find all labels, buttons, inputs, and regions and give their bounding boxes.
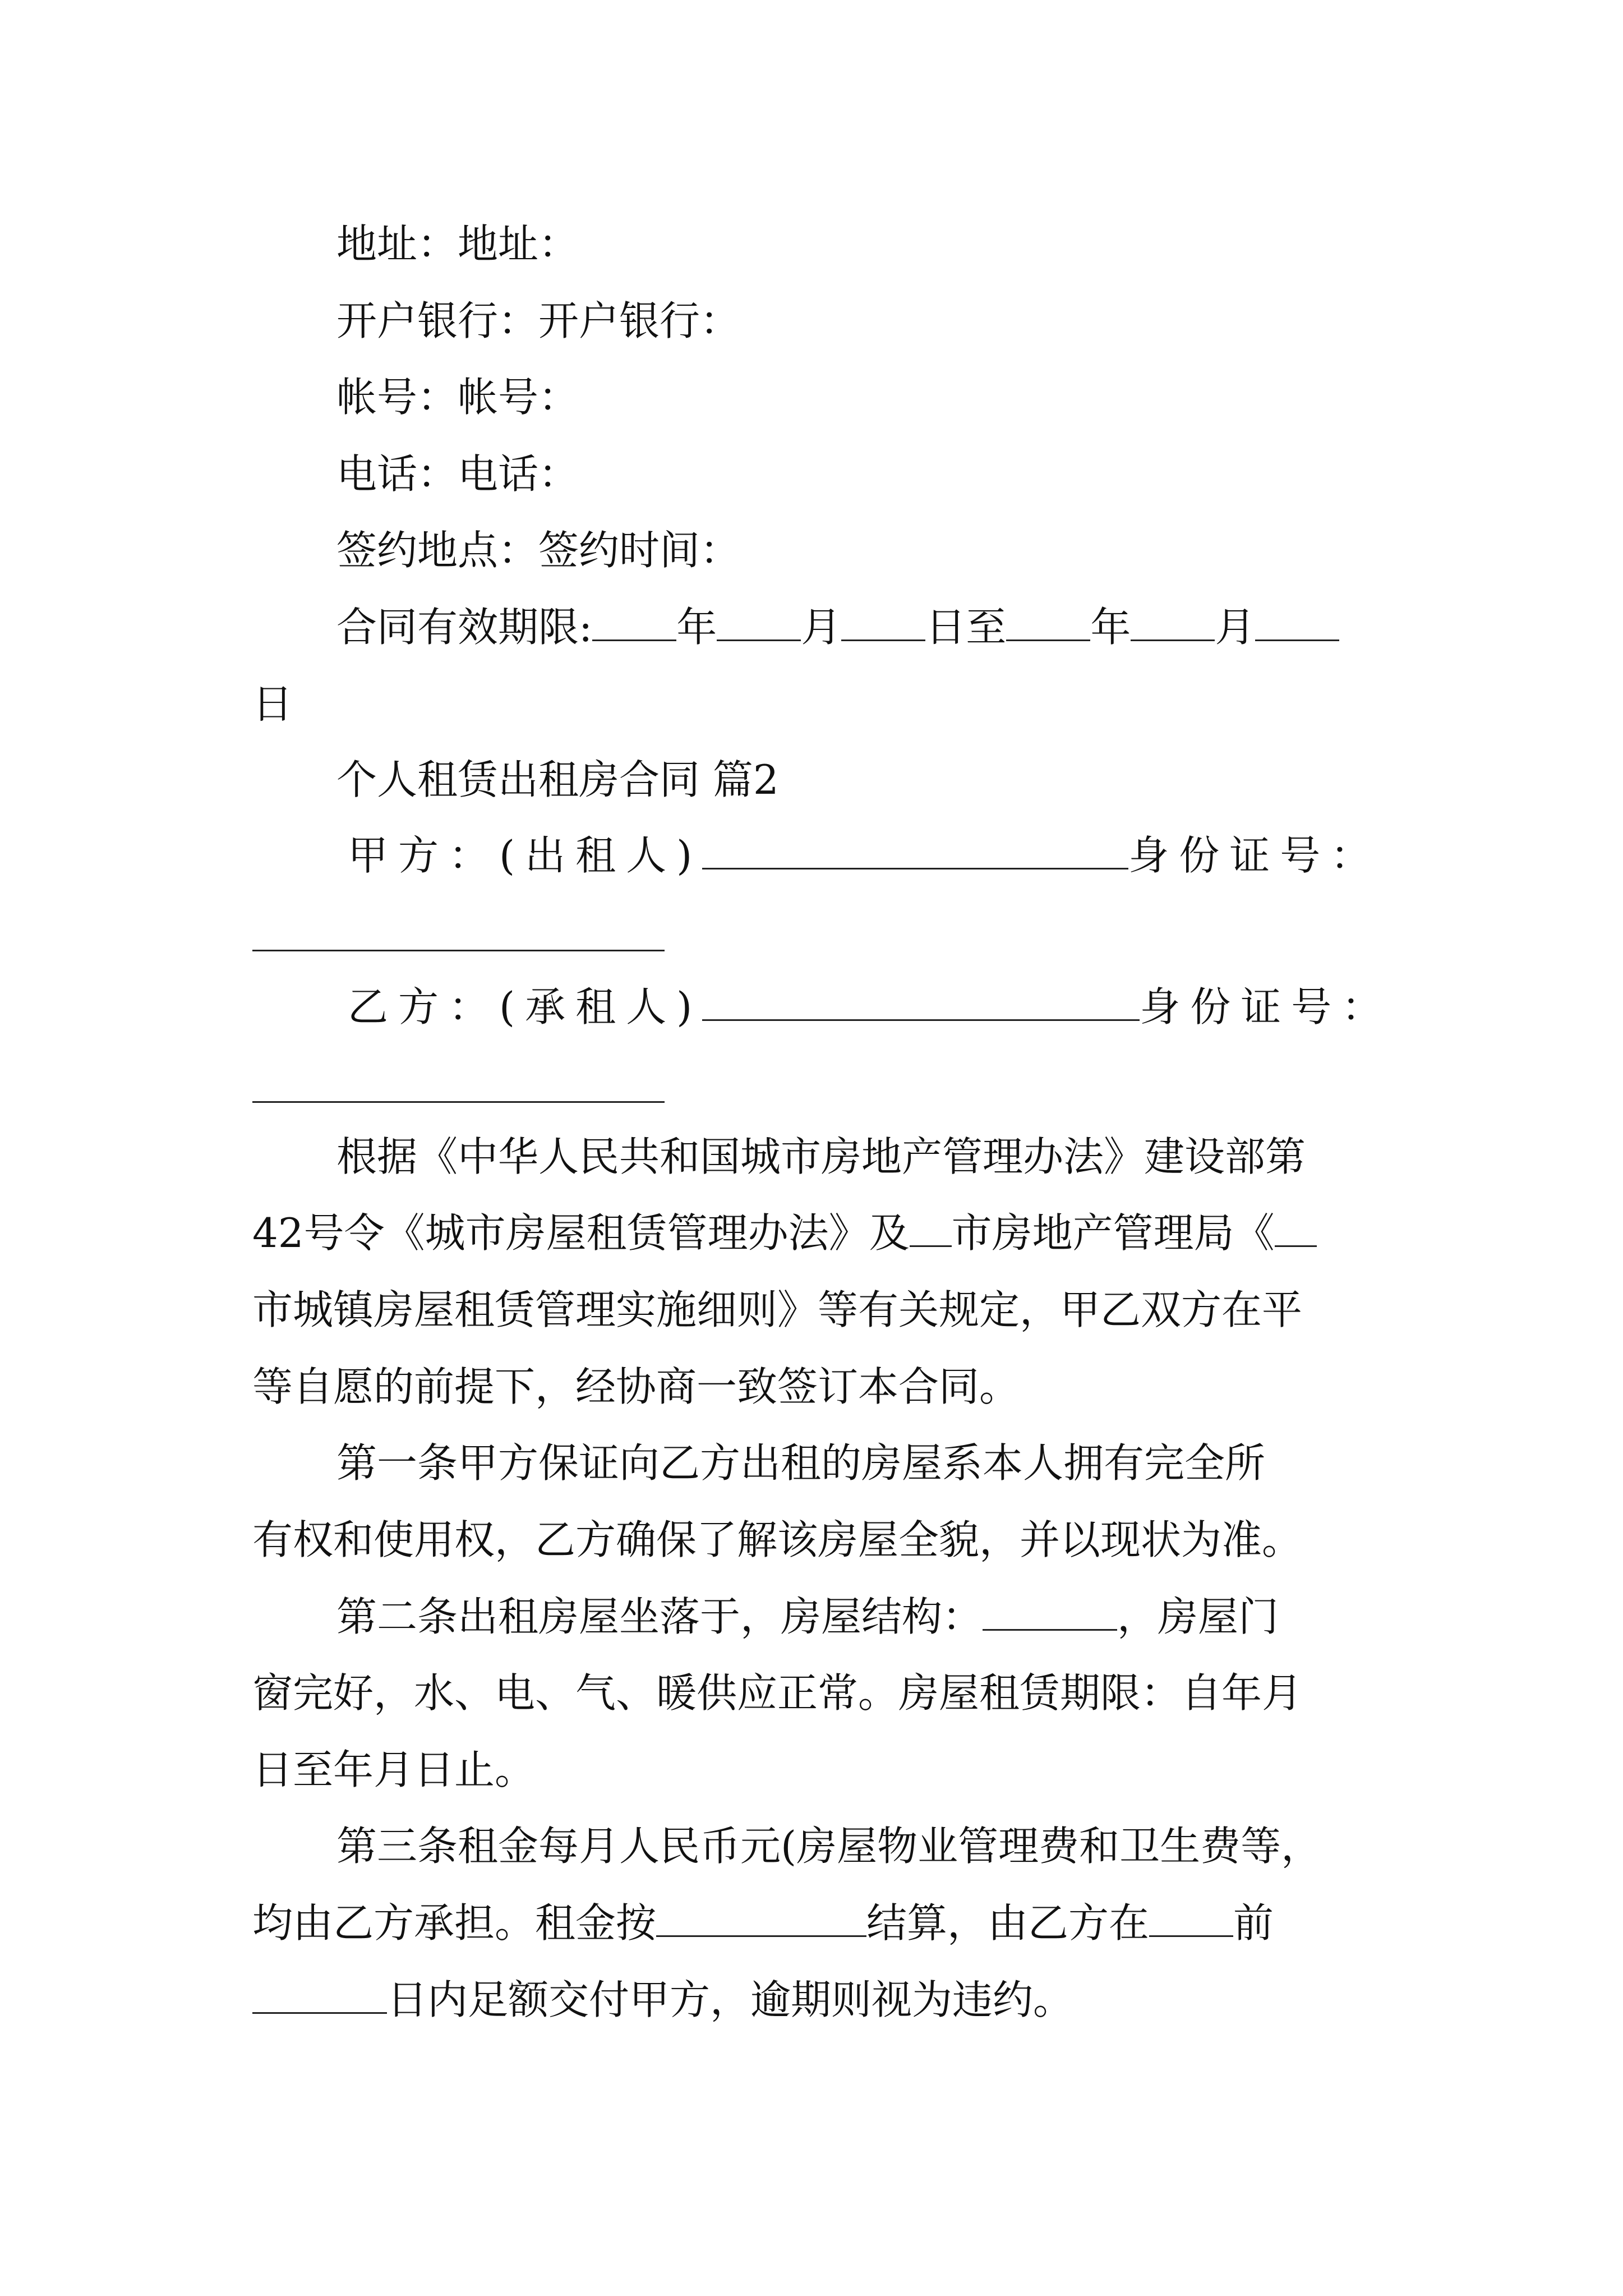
paragraph-line: 窗完好，水、电、气、暖供应正常。房屋租赁期限：自年月 xyxy=(252,1669,1303,1717)
party-b-label: 乙方：(承租人) xyxy=(348,983,703,1030)
contract-term-label: 合同有效期限: xyxy=(336,604,593,651)
year-label: 年 xyxy=(676,604,717,651)
month-label: 月 xyxy=(801,604,842,651)
contract-term-line xyxy=(336,599,1481,655)
bank-line: 开户银行：开户银行： xyxy=(336,297,741,344)
day-label-line: 日 xyxy=(252,680,293,728)
section-heading: 个人租赁出租房合同 篇2 xyxy=(336,756,779,803)
address-line: 地址：地址： xyxy=(336,220,579,268)
month-label: 月 xyxy=(1215,604,1256,651)
blank xyxy=(656,1896,866,1937)
blank xyxy=(983,1590,1117,1631)
text-span: 42号令《城市房屋租赁管理办法》及 xyxy=(252,1209,910,1257)
blank xyxy=(252,1973,387,2014)
party-a-id-blank xyxy=(252,950,665,951)
text-span: 第二条出租房屋坐落于，房屋结构： xyxy=(336,1593,983,1640)
party-b-id-label: 身份证号： xyxy=(1140,983,1393,1030)
text-span: 市房地产管理局《 xyxy=(951,1209,1275,1257)
signing-line: 签约地点：签约时间： xyxy=(336,527,741,574)
paragraph-line: 第三条租金每月人民币元(房屋物业管理费和卫生费等， xyxy=(336,1823,1322,1870)
day-to-label: 日至 xyxy=(925,604,1007,651)
text-span: ，房屋门 xyxy=(1117,1593,1279,1640)
blank xyxy=(717,600,801,641)
party-b-line xyxy=(348,979,1492,1035)
paragraph-line: 有权和使用权，乙方确保了解该房屋全貌，并以现状为准。 xyxy=(252,1516,1303,1563)
blank xyxy=(1255,600,1339,641)
blank xyxy=(1149,1896,1233,1937)
blank xyxy=(702,980,1140,1021)
paragraph-line xyxy=(252,1972,1396,2028)
year-label: 年 xyxy=(1090,604,1131,651)
paragraph-line xyxy=(252,1895,1396,1951)
paragraph-line xyxy=(252,1205,1396,1261)
text-span: 前 xyxy=(1233,1899,1274,1947)
account-line: 帐号：帐号： xyxy=(336,374,579,421)
blank xyxy=(702,829,1128,869)
blank xyxy=(592,600,676,641)
blank xyxy=(1131,600,1215,641)
paragraph-line: 日至年月日止。 xyxy=(252,1746,536,1793)
text-span: 日内足额交付甲方，逾期则视为违约。 xyxy=(387,1976,1074,2023)
blank xyxy=(910,1206,952,1247)
paragraph-line: 市城镇房屋租赁管理实施细则》等有关规定，甲乙双方在平 xyxy=(252,1286,1303,1333)
blank xyxy=(841,600,925,641)
paragraph-line xyxy=(336,1589,1481,1645)
paragraph-line: 等自愿的前提下，经协商一致签订本合同。 xyxy=(252,1363,1020,1410)
party-a-id-label: 身份证号： xyxy=(1128,832,1381,879)
blank xyxy=(1006,600,1090,641)
blank xyxy=(1275,1206,1317,1247)
paragraph-line: 第一条甲方保证向乙方出租的房屋系本人拥有完全所 xyxy=(336,1439,1266,1487)
text-span: 均由乙方承担。租金按 xyxy=(252,1899,657,1947)
text-span: 结算，由乙方在 xyxy=(866,1899,1150,1947)
phone-line: 电话：电话： xyxy=(336,450,579,498)
paragraph-line: 根据《中华人民共和国城市房地产管理办法》建设部第 xyxy=(336,1133,1306,1180)
party-a-label: 甲方：(出租人) xyxy=(348,832,703,879)
party-b-id-blank xyxy=(252,1101,665,1103)
party-a-line xyxy=(348,827,1492,884)
